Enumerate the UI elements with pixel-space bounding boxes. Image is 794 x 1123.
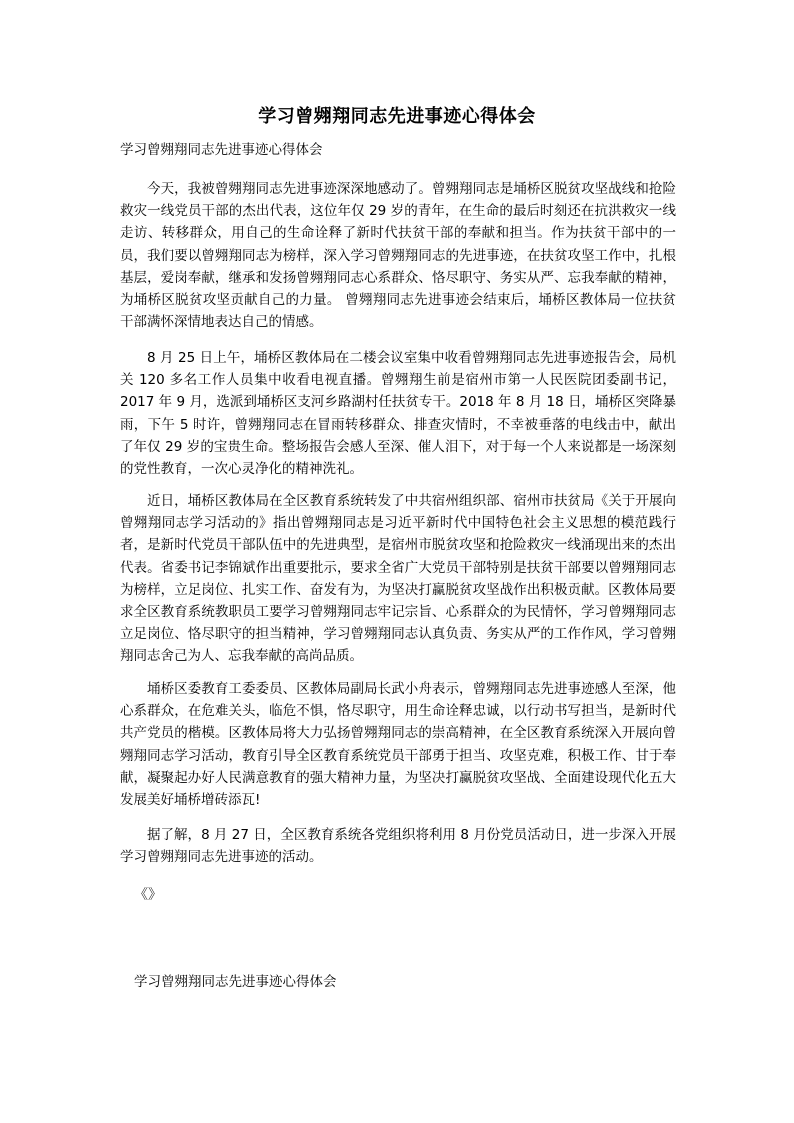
document-subtitle: 学习曾翙翔同志先进事迹心得体会 [120,142,323,158]
document-title: 学习曾翙翔同志先进事迹心得体会 [258,106,536,127]
empty-brackets: 《》 [134,887,162,903]
paragraph-3: 近日，埇桥区教体局在全区教育系统转发了中共宿州组织部、宿州市扶贫局《关于开展向曾翙翔同志学习活动的》指出曾翙翔同志是习近平新时代中国特色社会主义思想的模范践行者，是新时代党员干部队伍中的先进典型，是宿州市脱贫攻坚和抢险救灾一线涌现出来的杰出代表。省委书记李锦斌作出重要批示，要求全省广大党员干部特别是扶贫干部要以曾翙翔同志为榜样，立足岗位、扎实工作、奋发有为，为坚决打赢脱贫攻坚战作出积极贡献。区教体局要求全区教育系统教职员工要学习曾翙翔同志牢记宗旨、心系群众的为民情怀，学习曾翙翔同志立足岗位、恪尽职守的担当精神，学习曾翙翔同志认真负责、务实从严的工作作风，学习曾翙翔同志舍己为人、忘我奉献的高尚品质。 [120,493,676,665]
footer-title: 学习曾翙翔同志先进事迹心得体会 [134,974,337,990]
paragraph-5: 据了解，8 月 27 日，全区教育系统各党组织将利用 8 月份党员活动日，进一步深入开展学习曾翙翔同志先进事迹的活动。 [120,827,676,866]
paragraph-2: 8 月 25 日上午，埇桥区教体局在二楼会议室集中收看曾翙翔同志先进事迹报告会，局机关 120 多名工作人员集中收看电视直播。曾翙翔生前是宿州市第一人民医院团委副书记，2017 年 9 月，选派到埇桥区支河乡路湖村任扶贫专干。2018 年 8 月 18 日，埇桥区突降暴雨，下午 5 时许，曾翙翔同志在冒雨转移群众、排查灾情时，不幸被垂落的电线击中，献出了年仅 29 岁的宝贵生命。整场报告会感人至深、催人泪下，对于每一个人来说都是一场深刻的党性教育，一次心灵净化的精神洗礼。 [120,350,676,478]
paragraph-1: 今天，我被曾翙翔同志先进事迹深深地感动了。曾翙翔同志是埇桥区脱贫攻坚战线和抢险救灾一线党员干部的杰出代表，这位年仅 29 岁的青年，在生命的最后时刻还在抗洪救灾一线走访、转移群众，用自己的生命诠释了新时代扶贫干部的奉献和担当。作为扶贫干部中的一员，我们要以曾翙翔同志为榜样，深入学习曾翙翔同志的先进事迹，在扶贫攻坚工作中，扎根基层，爱岗奉献，继承和发扬曾翙翔同志心系群众、恪尽职守、务实从严、忘我奉献的精神，为埇桥区脱贫攻坚贡献自己的力量。 曾翙翔同志先进事迹会结束后，埇桥区教体局一位扶贫干部满怀深情地表达自己的情感。 [120,181,676,331]
paragraph-4: 埇桥区委教育工委委员、区教体局副局长武小舟表示，曾翙翔同志先进事迹感人至深，他心系群众，在危难关头，临危不惧，恪尽职守，用生命诠释忠诚，以行动书写担当，是新时代共产党员的楷模。区教体局将大力弘扬曾翙翔同志的崇高精神，在全区教育系统深入开展向曾翙翔同志学习活动，教育引导全区教育系统党员干部勇于担当、攻坚克难，积极工作、甘于奉献，凝聚起办好人民满意教育的强大精神力量，为坚决打赢脱贫攻坚战、全面建设现代化五大发展美好埇桥增砖添瓦! [120,681,676,809]
